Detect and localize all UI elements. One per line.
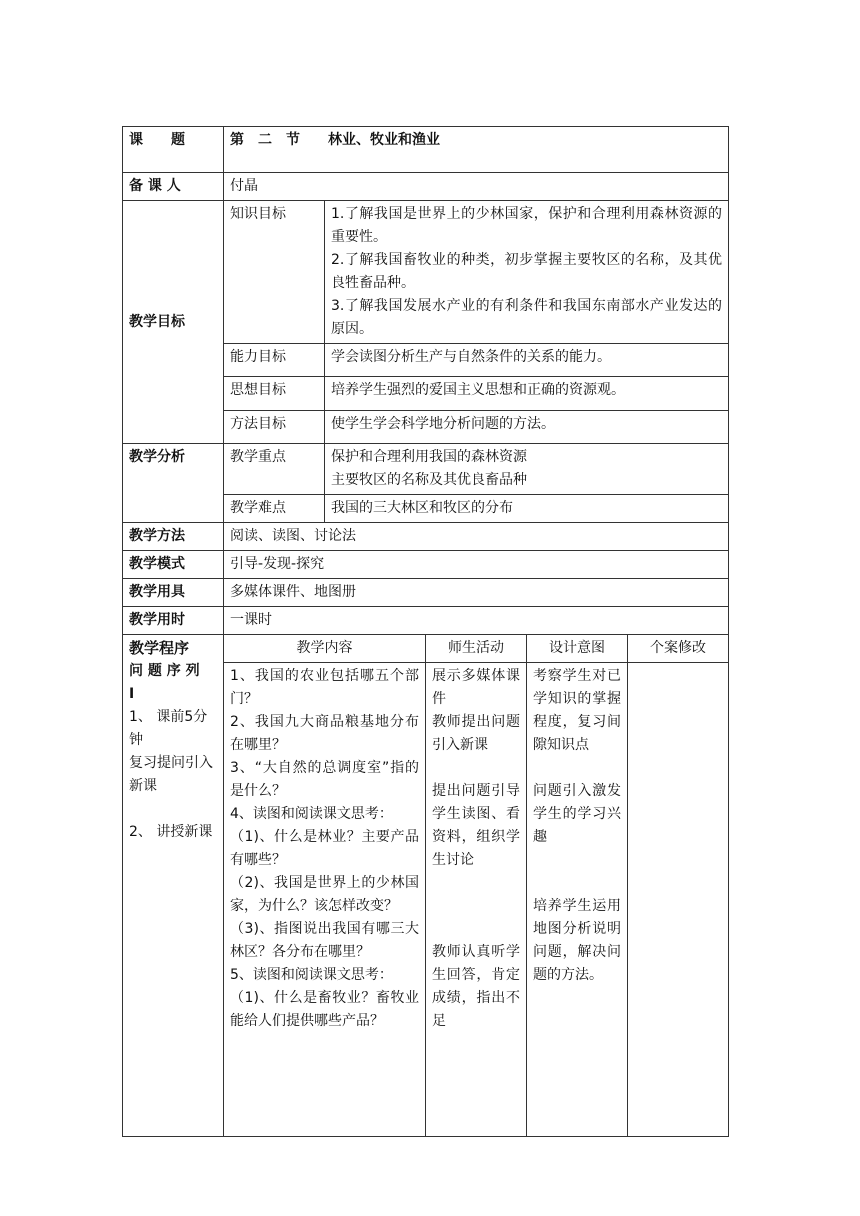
activity-column (426, 663, 527, 1137)
procedure-side-column (123, 635, 224, 1137)
key-points-label: 教学重点 (224, 444, 325, 495)
difficulty-label: 教学难点 (224, 495, 325, 523)
key-point-line: 主要牧区的名称及其优良畜品种 (331, 472, 527, 488)
sequence-step: 2、 讲授新课 (129, 824, 213, 840)
knowledge-objective-row (123, 201, 729, 344)
knowledge-objective-content (325, 201, 729, 344)
topic-value: 第 二 节 林业、牧业和渔业 (224, 127, 729, 173)
topic-row (123, 127, 729, 173)
analysis-label: 教学分析 (123, 444, 224, 523)
preparer-row (123, 173, 729, 201)
content-item: 3、“大自然的总调度室”指的是什么？ (230, 760, 419, 799)
thought-objective-value: 培养学生强烈的爱国主义思想和正确的资源观。 (325, 377, 729, 411)
method-objective-label: 方法目标 (224, 411, 325, 444)
knowledge-item: 3.了解我国发展水产业的有利条件和我国东南部水产业发达的原因。 (331, 298, 723, 337)
knowledge-item: 1.了解我国是世界上的少林国家，保护和合理利用森林资源的重要性。 (331, 206, 723, 245)
content-item: 4、读图和阅读课文思考： (230, 806, 393, 822)
thought-objective-label: 思想目标 (224, 377, 325, 411)
activity-item: 展示多媒体课件 (432, 668, 520, 707)
intent-item: 考察学生对已学知识的掌握程度，复习间隙知识点 (533, 668, 621, 753)
key-points-content (325, 444, 729, 495)
activity-item: 教师提出问题引入新课 (432, 714, 520, 753)
revision-column (628, 663, 729, 1137)
content-item: 1、我国的农业包括哪五个部门？ (230, 668, 419, 707)
mode-value: 引导-发现-探究 (224, 551, 729, 579)
activity-item: 提出问题引导学生读图、看资料，组织学生讨论 (432, 783, 520, 868)
lesson-plan-table (122, 126, 729, 1137)
content-item: 5、读图和阅读课文思考： (230, 967, 393, 983)
method-row (123, 523, 729, 551)
tools-label: 教学用具 (123, 579, 224, 607)
intent-spacer (533, 757, 621, 780)
intent-item: 问题引入激发学生的学习兴趣 (533, 783, 621, 845)
intent-column (527, 663, 628, 1137)
method-objective-value: 使学生学会科学地分析问题的方法。 (325, 411, 729, 444)
method-value: 阅读、读图、讨论法 (224, 523, 729, 551)
sequence-step: 复习提问引入新课 (129, 755, 213, 794)
activity-spacer (432, 757, 520, 780)
tools-value: 多媒体课件、地图册 (224, 579, 729, 607)
mode-row (123, 551, 729, 579)
sequence-spacer (129, 798, 217, 821)
content-item: （3)、指图说出我国有哪三大林区？各分布在哪里？ (230, 921, 419, 960)
ability-objective-label: 能力目标 (224, 344, 325, 377)
activity-spacer (432, 872, 520, 941)
content-item: （2)、我国是世界上的少林国家，为什么？该怎样改变？ (230, 875, 419, 914)
mode-label: 教学模式 (123, 551, 224, 579)
key-points-row (123, 444, 729, 495)
method-label: 教学方法 (123, 523, 224, 551)
revision-header: 个案修改 (628, 635, 729, 663)
sequence-numeral: Ⅰ (129, 686, 135, 702)
tools-row (123, 579, 729, 607)
activity-item: 教师认真听学生回答，肯定成绩，指出不足 (432, 944, 520, 1029)
activity-header: 师生活动 (426, 635, 527, 663)
time-row (123, 607, 729, 635)
intent-header: 设计意图 (527, 635, 628, 663)
question-sequence-label: 问 题 序 列 (129, 663, 200, 679)
procedure-label: 教学程序 (129, 639, 190, 657)
content-item: （1)、什么是畜牧业？畜牧业能给人们提供哪些产品？ (230, 990, 419, 1029)
content-column (224, 663, 426, 1137)
knowledge-item: 2.了解我国畜牧业的种类，初步掌握主要牧区的名称，及其优良牲畜品种。 (331, 252, 723, 291)
time-label: 教学用时 (123, 607, 224, 635)
difficulty-value: 我国的三大林区和牧区的分布 (325, 495, 729, 523)
objectives-label: 教学目标 (123, 201, 224, 444)
preparer-label: 备 课 人 (123, 173, 224, 201)
procedure-header-row (123, 635, 729, 663)
intent-item: 培养学生运用地图分析说明问题，解决问题的方法。 (533, 898, 621, 983)
content-item: 2、我国九大商品粮基地分布在哪里？ (230, 714, 419, 753)
preparer-value: 付晶 (224, 173, 729, 201)
key-point-line: 保护和合理利用我国的森林资源 (331, 449, 527, 465)
topic-label: 课 题 (123, 127, 224, 173)
content-header: 教学内容 (224, 635, 426, 663)
time-value: 一课时 (224, 607, 729, 635)
sequence-step: 1、 课前5分钟 (129, 709, 208, 748)
ability-objective-value: 学会读图分析生产与自然条件的关系的能力。 (325, 344, 729, 377)
knowledge-objective-label: 知识目标 (224, 201, 325, 344)
content-item: （1)、什么是林业？主要产品有哪些？ (230, 829, 419, 868)
intent-spacer (533, 849, 621, 895)
